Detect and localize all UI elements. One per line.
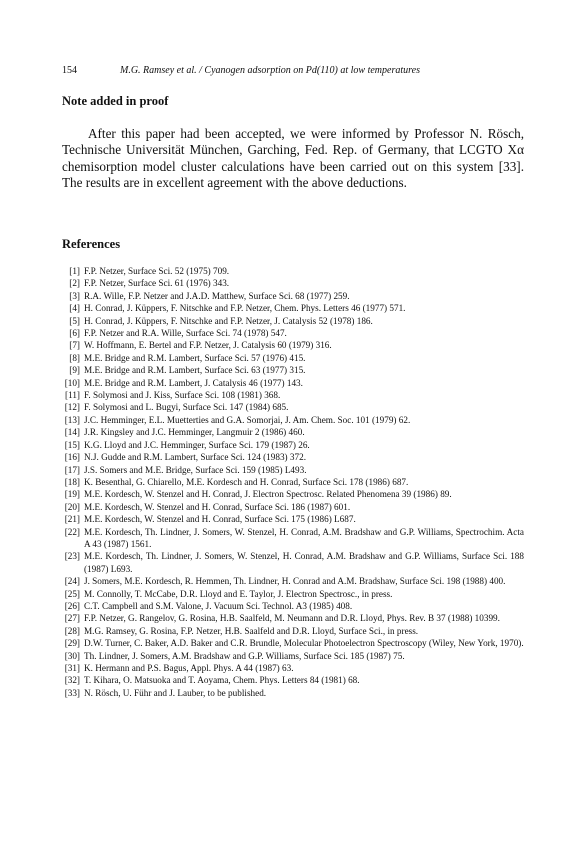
- reference-text: K. Hermann and P.S. Bagus, Appl. Phys. A 44 (1987) 63.: [84, 663, 294, 673]
- reference-item: [62, 476, 524, 488]
- reference-number: [18]: [64, 476, 80, 487]
- reference-item: [62, 426, 524, 438]
- reference-text: F.P. Netzer, Surface Sci. 52 (1975) 709.: [84, 266, 230, 276]
- reference-text: M.E. Bridge and R.M. Lambert, J. Catalysis 46 (1977) 143.: [84, 377, 303, 388]
- reference-list: [62, 265, 524, 699]
- reference-text: J.R. Kingsley and J.C. Hemminger, Langmuir 2 (1986) 460.: [84, 427, 305, 438]
- reference-number: [28]: [64, 625, 80, 636]
- reference-item: [62, 526, 524, 551]
- note-heading: Note added in proof: [62, 94, 169, 108]
- reference-number: [27]: [64, 613, 80, 624]
- reference-item: [62, 674, 524, 686]
- reference-number: [9]: [69, 365, 80, 376]
- reference-text: M.E. Bridge and R.M. Lambert, Surface Sci. 63 (1977) 315.: [84, 365, 306, 376]
- reference-number: [15]: [64, 439, 80, 450]
- reference-number: [7]: [69, 340, 80, 351]
- reference-item: [62, 364, 524, 376]
- running-title: M.G. Ramsey et al. / Cyanogen adsorption on Pd(110) at low temperatures: [120, 65, 420, 76]
- reference-text: C.T. Campbell and S.M. Valone, J. Vacuum Sci. Technol. A3 (1985) 408.: [84, 600, 353, 611]
- reference-item: [62, 315, 524, 327]
- reference-item: [62, 327, 524, 339]
- reference-number: [29]: [64, 638, 80, 649]
- reference-number: [26]: [64, 600, 80, 611]
- reference-text: F. Solymosi and L. Bugyi, Surface Sci. 147 (1984) 685.: [84, 402, 289, 413]
- reference-item: [62, 637, 524, 649]
- reference-number: [21]: [64, 514, 80, 525]
- reference-number: [13]: [64, 414, 80, 425]
- reference-number: [16]: [64, 452, 80, 463]
- reference-text: M.E. Kordesch, W. Stenzel and H. Conrad, Surface Sci. 175 (1986) L687.: [84, 514, 356, 525]
- reference-number: [5]: [69, 315, 80, 326]
- reference-text: T. Kihara, O. Matsuoka and T. Aoyama, Chem. Phys. Letters 84 (1981) 68.: [84, 675, 360, 686]
- reference-item: [62, 550, 524, 575]
- page-header: [62, 64, 522, 78]
- reference-number: [6]: [69, 328, 80, 339]
- reference-number: [22]: [64, 526, 80, 537]
- reference-number: [17]: [64, 464, 80, 475]
- note-body: After this paper had been accepted, we were informed by Professor N. Rösch, Technische Universität München, Garching, Fed. Rep. of Germany, that LCGTO Xα chemisorption model cluster calculations have been carried out on this system [33]. The results are in excellent agreement with the above deductions.: [62, 126, 524, 191]
- reference-text: F. Solymosi and J. Kiss, Surface Sci. 108 (1981) 368.: [84, 390, 281, 401]
- reference-number: [8]: [69, 352, 80, 363]
- reference-text: J. Somers, M.E. Kordesch, R. Hemmen, Th. Lindner, H. Conrad and A.M. Bradshaw, Surface Sci. 198 (1988) 400.: [84, 576, 506, 587]
- reference-text: K. Besenthal, G. Chiarello, M.E. Kordesch and H. Conrad, Surface Sci. 178 (1986) 687.: [84, 476, 409, 487]
- reference-item: [62, 662, 524, 674]
- reference-item: [62, 451, 524, 463]
- reference-text: M. Connolly, T. McCabe, D.R. Lloyd and E. Taylor, J. Electron Spectrosc., in press.: [84, 588, 393, 599]
- reference-item: [62, 513, 524, 525]
- reference-text: W. Hoffmann, E. Bertel and F.P. Netzer, J. Catalysis 60 (1979) 316.: [84, 340, 332, 351]
- reference-text: D.W. Turner, C. Baker, A.D. Baker and C.R. Brundle, Molecular Photoelectron Spectroscopy (Wiley, New York, 1970).: [84, 638, 524, 649]
- reference-item: [62, 575, 524, 587]
- reference-number: [20]: [64, 501, 80, 512]
- reference-number: [31]: [64, 663, 80, 673]
- reference-text: R.A. Wille, F.P. Netzer and J.A.D. Matthew, Surface Sci. 68 (1977) 259.: [84, 290, 350, 301]
- reference-item: [62, 290, 524, 302]
- reference-item: [62, 464, 524, 476]
- reference-number: [19]: [64, 489, 80, 500]
- reference-number: [12]: [64, 402, 80, 413]
- reference-number: [23]: [64, 551, 80, 562]
- reference-text: Th. Lindner, J. Somers, A.M. Bradshaw and G.P. Williams, Surface Sci. 185 (1987) 75.: [84, 650, 405, 661]
- reference-text: M.E. Bridge and R.M. Lambert, Surface Sci. 57 (1976) 415.: [84, 352, 306, 363]
- reference-number: [11]: [65, 390, 80, 401]
- reference-item: [62, 401, 524, 413]
- reference-text: M.E. Kordesch, W. Stenzel and H. Conrad, J. Electron Spectrosc. Related Phenomena 39 (1986) 89.: [84, 489, 452, 500]
- reference-item: [62, 339, 524, 351]
- reference-item: [62, 488, 524, 500]
- reference-number: [1]: [69, 266, 80, 276]
- reference-item: [62, 687, 524, 699]
- reference-text: M.E. Kordesch, Th. Lindner, J. Somers, W. Stenzel, H. Conrad, A.M. Bradshaw and G.P. Williams, Spectrochim. Acta A 43 (1987) 1561.: [84, 526, 524, 549]
- reference-number: [32]: [64, 675, 80, 686]
- reference-number: [25]: [64, 588, 80, 599]
- reference-text: F.P. Netzer, Surface Sci. 61 (1976) 343.: [84, 278, 230, 289]
- reference-text: K.G. Lloyd and J.C. Hemminger, Surface Sci. 179 (1987) 26.: [84, 439, 310, 450]
- reference-text: F.P. Netzer and R.A. Wille, Surface Sci. 74 (1978) 547.: [84, 328, 287, 339]
- reference-item: [62, 277, 524, 289]
- reference-item: [62, 377, 524, 389]
- reference-text: J.S. Somers and M.E. Bridge, Surface Sci. 159 (1985) L493.: [84, 464, 307, 475]
- reference-text: F.P. Netzer, G. Rangelov, G. Rosina, H.B. Saalfeld, M. Neumann and D.R. Lloyd, Phys. Rev. B 37 (1988) 10399.: [84, 613, 500, 624]
- reference-item: [62, 588, 524, 600]
- reference-text: M.E. Kordesch, Th. Lindner, J. Somers, W. Stenzel, H. Conrad, A.M. Bradshaw and G.P. Williams, Surface Sci. 188 (1987) L693.: [84, 551, 524, 574]
- references-heading: References: [62, 237, 121, 251]
- reference-number: [3]: [69, 290, 80, 301]
- reference-number: [10]: [64, 377, 80, 388]
- reference-text: M.G. Ramsey, G. Rosina, F.P. Netzer, H.B. Saalfeld and D.R. Lloyd, Surface Sci., in press.: [84, 625, 419, 636]
- reference-text: J.C. Hemminger, E.L. Muetterties and G.A. Somorjai, J. Am. Chem. Soc. 101 (1979) 62.: [84, 414, 411, 425]
- reference-text: M.E. Kordesch, W. Stenzel and H. Conrad, Surface Sci. 186 (1987) 601.: [84, 501, 351, 512]
- reference-text: H. Conrad, J. Küppers, F. Nitschke and F.P. Netzer, Chem. Phys. Letters 46 (1977) 571.: [84, 303, 406, 314]
- reference-item: [62, 600, 524, 612]
- reference-text: N.J. Gudde and R.M. Lambert, Surface Sci. 124 (1983) 372.: [84, 452, 306, 463]
- page-number: 154: [62, 65, 77, 76]
- reference-item: [62, 265, 524, 277]
- reference-item: [62, 302, 524, 314]
- reference-item: [62, 501, 524, 513]
- reference-number: [4]: [69, 303, 80, 314]
- reference-number: [14]: [64, 427, 80, 438]
- reference-text: N. Rösch, U. Führ and J. Lauber, to be published.: [84, 687, 267, 698]
- reference-item: [62, 389, 524, 401]
- reference-number: [33]: [64, 687, 80, 698]
- reference-item: [62, 612, 524, 624]
- reference-item: [62, 352, 524, 364]
- reference-item: [62, 625, 524, 637]
- reference-item: [62, 414, 524, 426]
- reference-item: [62, 439, 524, 451]
- reference-number: [24]: [64, 576, 80, 587]
- reference-item: [62, 650, 524, 662]
- reference-text: H. Conrad, J. Küppers, F. Nitschke and F.P. Netzer, J. Catalysis 52 (1978) 186.: [84, 315, 373, 326]
- reference-number: [2]: [69, 278, 80, 289]
- reference-number: [30]: [64, 650, 80, 661]
